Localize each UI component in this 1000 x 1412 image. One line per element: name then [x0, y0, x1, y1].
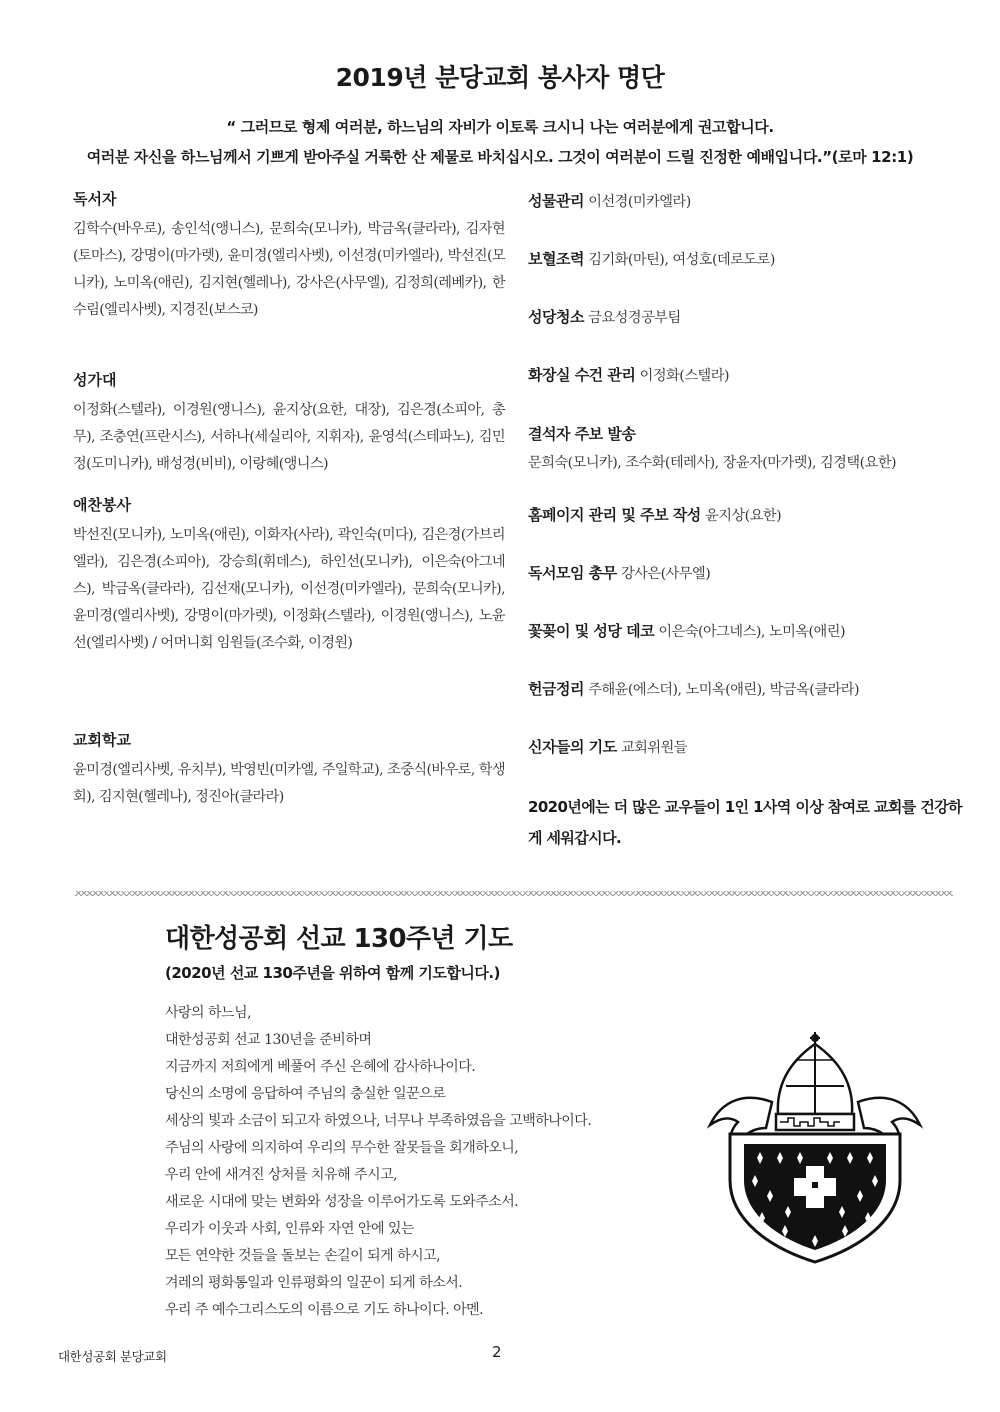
role-value: 이은숙(아그네스), 노미옥(애린)	[658, 624, 845, 640]
role-value: 윤지상(요한)	[705, 508, 782, 524]
section-body: 박선진(모니카), 노미옥(애린), 이화자(사라), 곽인숙(미다), 김은경(가브리엘라), 김은경(소피아), 강승희(휘데스), 하인선(모니카), 이은숙(아그네스), 박금옥(클라라), 김선재(모니카), 이선경(미카엘라), 문희숙(모니카), 윤미경(엘리사벳), 강명이(마가렛), 이정화(스텔라), 이경원(앵니스), 노윤선(엘리사벳) / 어머니회 임원들(조수화, 이경원)	[73, 527, 505, 651]
prayer-line: 우리가 이웃과 사회, 인류와 자연 안에 있는	[165, 1221, 415, 1237]
role-heading: 결석자 주보 발송	[528, 425, 636, 443]
role-item	[528, 618, 968, 676]
role-value: 김기화(마틴), 여성호(데로도로)	[588, 252, 775, 268]
role-heading: 성당청소	[528, 308, 584, 326]
quote-line-1: “ 그러므로 형제 여러분, 하느님의 자비가 이토록 크시니 나는 여러분에게 권고합니다.	[226, 118, 774, 136]
prayer-line: 대한성공회 선교 130년을 준비하며	[165, 1032, 372, 1048]
role-item	[528, 188, 968, 246]
prayer-line: 겨레의 평화통일과 인류평화의 일꾼이 되게 하소서.	[165, 1275, 463, 1291]
section-choir	[73, 369, 505, 472]
role-value: 금요성경공부팀	[588, 310, 681, 326]
prayer-line: 주님의 사랑에 의지하여 우리의 무수한 잘못들을 회개하오니,	[165, 1140, 519, 1156]
role-value: 이선경(미카엘라)	[588, 194, 691, 210]
role-item	[528, 246, 968, 304]
role-item	[528, 502, 968, 560]
prayer-line: 세상의 빛과 소금이 되고자 하였으나, 너무나 부족하였음을 고백하나이다.	[165, 1113, 592, 1129]
quote-line-2: 여러분 자신을 하느님께서 기쁘게 받아주실 거룩한 산 제물로 바치십시오. 그것이 여러분이 드릴 진정한 예배입니다.”(로마 12:1)	[86, 148, 914, 166]
section-heading: 독서자	[73, 190, 117, 208]
section-readers	[73, 188, 505, 334]
prayer-line: 새로운 시대에 맞는 변화와 성장을 이루어가도록 도와주소서.	[165, 1194, 519, 1210]
role-heading: 헌금정리	[528, 680, 584, 698]
role-item	[528, 560, 968, 618]
role-item	[528, 362, 968, 420]
closing-message: 2020년에는 더 많은 교우들이 1인 1사역 이상 참여로 교회를 건강하게 세워갑시다.	[528, 798, 962, 847]
section-heading: 애찬봉사	[73, 496, 131, 514]
section-fellowship-meal	[73, 494, 505, 694]
role-value: 주해윤(에스더), 노미옥(애린), 박금옥(클라라)	[588, 682, 859, 698]
scripture-quote	[0, 112, 1000, 172]
role-heading: 홈페이지 관리 및 주보 작성	[528, 506, 701, 524]
section-heading: 성가대	[73, 371, 117, 389]
role-heading: 신자들의 기도	[528, 738, 617, 756]
right-column	[528, 188, 968, 854]
section-body: 윤미경(엘리사벳, 유치부), 박영빈(미카엘, 주일학교), 조중식(바우로, 학생회), 김지현(헬레나), 정진아(클라라)	[73, 762, 505, 805]
section-heading: 교회학교	[73, 731, 131, 749]
prayer-subtitle: (2020년 선교 130주년을 위하여 함께 기도합니다.)	[165, 964, 500, 982]
role-item	[528, 304, 968, 362]
prayer-line: 모든 연약한 것들을 돌보는 손길이 되게 하시고,	[165, 1248, 441, 1264]
section-body: 김학수(바우로), 송인석(앵니스), 문희숙(모니카), 박금옥(클라라), 김자현(토마스), 강명이(마가렛), 윤미경(엘리사벳), 이선경(미카엘라), 박선진(모니카), 노미옥(애린), 김지현(헬레나), 강사은(사무엘), 김정희(레베카), 한수림(엘리사벳), 지경진(보스코)	[73, 221, 505, 318]
role-item	[528, 734, 968, 792]
prayer-line: 지금까지 저희에게 베풀어 주신 은혜에 감사하나이다.	[165, 1059, 476, 1075]
section-divider	[75, 891, 953, 896]
prayer-title: 대한성공회 선교 130주년 기도	[165, 924, 513, 954]
prayer-text	[165, 1000, 685, 1324]
page-number: 2	[492, 1343, 502, 1361]
anglican-crest-icon	[700, 1030, 930, 1265]
role-item	[528, 676, 968, 734]
prayer-line: 우리 주 예수그리스도의 이름으로 기도 하나이다. 아멘.	[165, 1302, 484, 1318]
role-heading: 독서모임 총무	[528, 564, 617, 582]
role-value: 이정화(스텔라)	[639, 368, 729, 384]
role-item	[528, 420, 968, 502]
role-heading: 성물관리	[528, 192, 584, 210]
prayer-line: 우리 안에 새겨진 상처를 치유해 주시고,	[165, 1167, 398, 1183]
role-heading: 화장실 수건 관리	[528, 366, 636, 384]
role-heading: 보혈조력	[528, 250, 584, 268]
prayer-line: 사랑의 하느님,	[165, 1005, 252, 1021]
footer-org: 대한성공회 분당교회	[58, 1349, 167, 1364]
page-title: 2019년 분당교회 봉사자 명단	[335, 63, 665, 92]
section-body: 이정화(스텔라), 이경원(앵니스), 윤지상(요한, 대장), 김은경(소피아, 총무), 조충연(프란시스), 서하나(세실리아, 지휘자), 윤영석(스테파노), 김민정(도미니카), 배성경(비비), 이랑혜(앵니스)	[73, 402, 505, 472]
left-column	[73, 188, 505, 846]
section-church-school	[73, 729, 505, 811]
prayer-line: 당신의 소명에 응답하여 주님의 충실한 일꾼으로	[165, 1086, 446, 1102]
role-value: 문희숙(모니카), 조수화(테레사), 장윤자(마가렛), 김경택(요한)	[528, 455, 897, 471]
role-heading: 꽃꽂이 및 성당 데코	[528, 622, 655, 640]
role-value: 교회위원들	[620, 740, 687, 756]
role-value: 강사은(사무엘)	[620, 566, 711, 582]
